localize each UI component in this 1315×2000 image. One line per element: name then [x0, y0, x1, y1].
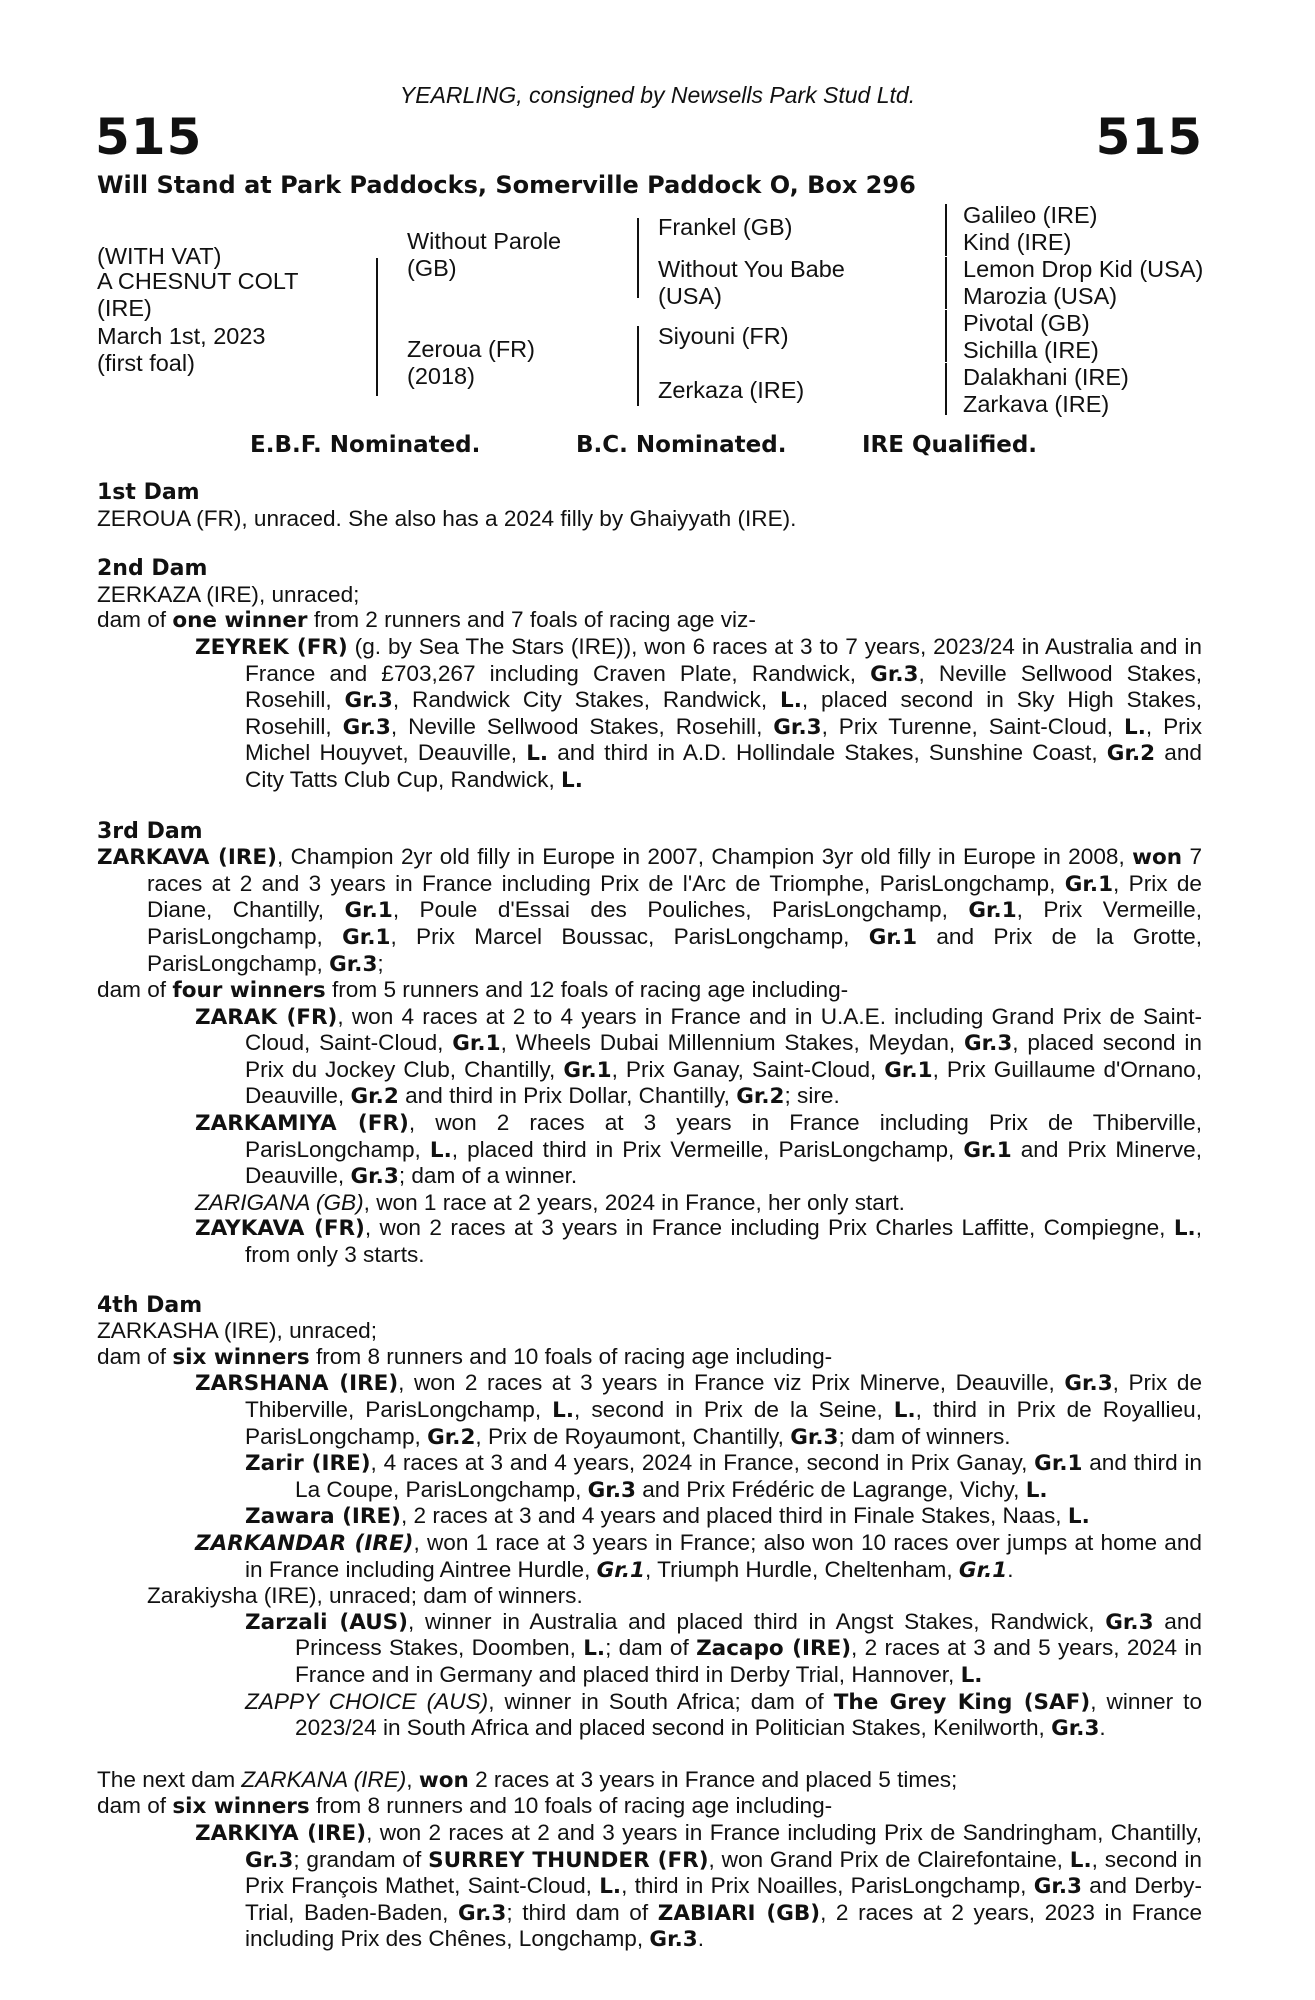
sire-line1: Without Parole [407, 228, 562, 254]
produce-entry-zarigana: ZARIGANA (GB), won 1 race at 2 years, 2024 in France, her only start. [195, 1189, 905, 1215]
bc-nomination: B.C. Nominated. [576, 432, 787, 458]
sire-dam-line2: (USA) [658, 283, 722, 309]
pedigree-brace-g4 [945, 363, 947, 415]
grand-ancestor-2: Kind (IRE) [963, 229, 1072, 255]
grand-ancestor-1: Galileo (IRE) [963, 202, 1098, 228]
third-dam-summary: dam of four winners from 5 runners and 12 foals of racing age including- [97, 977, 849, 1004]
grand-ancestor-8: Zarkava (IRE) [963, 391, 1110, 417]
sire-line2: (GB) [407, 255, 457, 281]
next-dam-line1: The next dam ZARKANA (IRE), won 2 races at 3 years in France and placed 5 times; [97, 1766, 958, 1793]
ebf-nomination: E.B.F. Nominated. [250, 432, 481, 458]
lot-name-line2: (IRE) [97, 295, 152, 321]
third-dam-heading: 3rd Dam [97, 818, 203, 844]
grand-ancestor-6: Sichilla (IRE) [963, 337, 1099, 363]
second-dam-summary: dam of one winner from 2 runners and 7 foals of racing age viz- [97, 607, 756, 634]
grand-ancestor-4: Marozia (USA) [963, 283, 1118, 309]
dam-line1: Zeroua (FR) [407, 336, 535, 362]
dam-line2: (2018) [407, 363, 475, 389]
first-dam-text: ZEROUA (FR), unraced. She also has a 2024 filly by Ghaiyyath (IRE). [97, 505, 797, 531]
produce-entry-zaykava: ZAYKAVA (FR), won 2 races at 3 years in France including Prix Charles Laffitte, Compiegne, L., from only 3 starts. [195, 1215, 1203, 1268]
produce-entry-zeyrek: ZEYREK (FR) (g. by Sea The Stars (IRE)), won 6 races at 3 to 7 years, 2023/24 in Australia and in France and £703,267 including Craven Plate, Randwick, Gr.3, Neville Sellwood Stakes, Rosehill, Gr.3, Randwick City Stakes, Randwick, L., placed second in Sky High Stakes, Rosehill, Gr.3, Neville Sellwood Stakes, Rosehill, Gr.3, Prix Turenne, Saint-Cloud, L., Prix Michel Houyvet, Deauville, L. and third in A.D. Hollindale Stakes, Sunshine Coast, Gr.2 and City Tatts Club Cup, Randwick, L. [195, 633, 1202, 793]
pedigree-brace-g2 [945, 257, 947, 309]
produce-entry-zarkamiya: ZARKAMIYA (FR), won 2 races at 3 years in France including Prix de Thiberville, ParisLongchamp, L., placed third in Prix Vermeille, ParisLongchamp, Gr.1 and Prix Minerve, Deauville, Gr.3; dam of a winner. [195, 1110, 1203, 1190]
produce-entry-zawara: Zawara (IRE), 2 races at 3 and 4 years and placed third in Finale Stakes, Naas, L. [245, 1503, 1090, 1530]
consignment-line: YEARLING, consigned by Newsells Park Stud Ltd. [399, 82, 916, 108]
second-dam-heading: 2nd Dam [97, 556, 208, 582]
produce-entry-zarkandar: ZARKANDAR (IRE), won 1 race at 3 years in France; also won 10 races over jumps at home and in France including Aintree Hurdle, Gr.1, Triumph Hurdle, Cheltenham, Gr.1. [195, 1529, 1202, 1583]
pedigree-brace-main [376, 258, 378, 396]
pedigree-brace-g3 [945, 310, 947, 362]
grand-ancestor-3: Lemon Drop Kid (USA) [963, 256, 1204, 282]
produce-entry-zarzali: Zarzali (AUS), winner in Australia and placed third in Angst Stakes, Randwick, Gr.3 and Princess Stakes, Doomben, L.; dam of Zacapo (IRE), 2 races at 3 and 5 years, 2024 in France and in Germany and placed third in Derby Trial, Hannover, L. [245, 1608, 1203, 1688]
fourth-dam-summary: dam of six winners from 8 runners and 10 foals of racing age including- [97, 1343, 833, 1370]
fourth-dam-line1: ZARKASHA (IRE), unraced; [97, 1318, 378, 1344]
pedigree-brace-sire [637, 218, 639, 298]
dam-sire: Siyouni (FR) [658, 323, 789, 349]
next-dam-summary: dam of six winners from 8 runners and 10 foals of racing age including- [97, 1793, 833, 1820]
produce-entry-zarir: Zarir (IRE), 4 races at 3 and 4 years, 2024 in France, second in Prix Ganay, Gr.1 and third in La Coupe, ParisLongchamp, Gr.3 and Prix Frédéric de Lagrange, Vichy, L. [245, 1450, 1202, 1503]
pedigree-brace-g1 [945, 204, 947, 256]
produce-entry-zappy-choice: ZAPPY CHOICE (AUS), winner in South Africa; dam of The Grey King (SAF), winner to 2023/24 in South Africa and placed second in Politician Stakes, Kenilworth, Gr.3. [245, 1688, 1203, 1742]
third-dam-record: ZARKAVA (IRE), Champion 2yr old filly in Europe in 2007, Champion 3yr old filly in Europe in 2008, won 7 races at 2 and 3 years in France including Prix de l'Arc de Triomphe, ParisLongchamp, Gr.1, Prix de Diane, Chantilly, Gr.1, Poule d'Essai des Pouliches, ParisLongchamp, Gr.1, Prix Vermeille, ParisLongchamp, Gr.1, Prix Marcel Boussac, ParisLongchamp, Gr.1 and Prix de la Grotte, ParisLongchamp, Gr.3; [97, 844, 1203, 977]
grand-ancestor-7: Dalakhani (IRE) [963, 364, 1129, 390]
lot-number-right: 515 [1095, 108, 1203, 166]
produce-entry-zarak: ZARAK (FR), won 4 races at 2 to 4 years in France and in U.A.E. including Grand Prix de Saint-Cloud, Saint-Cloud, Gr.1, Wheels Dubai Millennium Stakes, Meydan, Gr.3, placed second in Prix du Jockey Club, Chantilly, Gr.1, Prix Ganay, Saint-Cloud, Gr.1, Prix Guillaume d'Ornano, Deauville, Gr.2 and third in Prix Dollar, Chantilly, Gr.2; sire. [195, 1003, 1202, 1110]
lot-number-left: 515 [95, 108, 203, 166]
first-foal-note: (first foal) [97, 350, 195, 376]
ire-qualified: IRE Qualified. [862, 432, 1038, 458]
dam-dam: Zerkaza (IRE) [658, 377, 805, 403]
second-dam-line1: ZERKAZA (IRE), unraced; [97, 581, 360, 607]
sire-dam-line1: Without You Babe [658, 256, 845, 282]
fourth-dam-heading: 4th Dam [97, 1292, 203, 1318]
stand-location: Will Stand at Park Paddocks, Somerville Paddock O, Box 296 [97, 171, 916, 199]
produce-entry-zarshana: ZARSHANA (IRE), won 2 races at 3 years in France viz Prix Minerve, Deauville, Gr.3, Prix de Thiberville, ParisLongchamp, L., second in Prix de la Seine, L., third in Prix de Royallieu, ParisLongchamp, Gr.2, Prix de Royaumont, Chantilly, Gr.3; dam of winners. [195, 1370, 1203, 1450]
grand-ancestor-5: Pivotal (GB) [963, 310, 1090, 336]
lot-name-line1: A CHESNUT COLT [97, 268, 299, 294]
produce-entry-zarkiya: ZARKIYA (IRE), won 2 races at 2 and 3 years in France including Prix de Sandringham, Chantilly, Gr.3; grandam of SURREY THUNDER (FR), won Grand Prix de Clairefontaine, L., second in Prix François Mathet, Saint-Cloud, L., third in Prix Noailles, ParisLongchamp, Gr.3 and Derby-Trial, Baden-Baden, Gr.3; third dam of ZABIARI (GB), 2 races at 2 years, 2023 in France including Prix des Chênes, Longchamp, Gr.3. [195, 1819, 1203, 1953]
vat-note: (WITH VAT) [97, 243, 222, 269]
sire-sire: Frankel (GB) [658, 214, 793, 240]
foaling-date: March 1st, 2023 [97, 323, 266, 349]
produce-entry-zarakiysha: Zarakiysha (IRE), unraced; dam of winners. [147, 1583, 583, 1609]
produce-record [97, 480, 1202, 1953]
pedigree-brace-dam [637, 326, 639, 406]
first-dam-heading: 1st Dam [97, 480, 200, 505]
